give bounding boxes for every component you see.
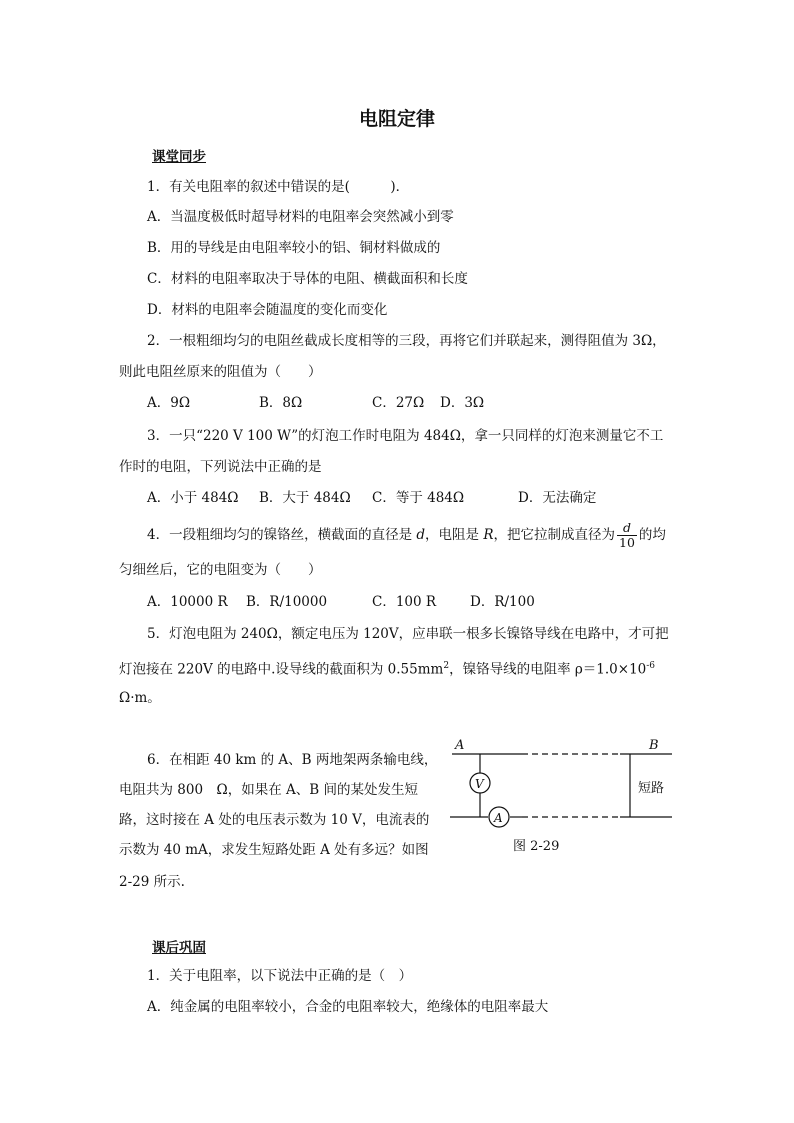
q4-line2: 匀细丝后，它的电阻变为（ ） <box>119 562 322 578</box>
q3-option-b: B．大于 484Ω <box>259 490 351 506</box>
q4-fraction <box>617 521 637 550</box>
q1-option-c: C．材料的电阻率取决于导体的电阻、横截面积和长度 <box>147 271 468 287</box>
q2-option-a: A．9Ω <box>147 395 191 411</box>
q1-option-b: B．用的导线是由电阻率较小的铝、铜材料做成的 <box>147 240 441 256</box>
section-heading-in-class: 课堂同步 <box>152 149 206 165</box>
section-heading-after-class: 课后巩固 <box>152 940 206 956</box>
q4-line1 <box>147 521 666 550</box>
q5-line2-part-a: 灯泡接在 220V 的电路中.设导线的截面积为 0.55mm <box>119 661 444 678</box>
q6-line4: 示数为 40 mA，求发生短路处距 A 处有多远？如图 <box>119 842 429 858</box>
q3-option-d: D．无法确定 <box>518 490 597 506</box>
q4-option-c: C．100 R <box>372 594 437 610</box>
q5-line2-part-b: ，镍铬导线的电阻率 ρ＝1.0×10 <box>449 661 647 678</box>
figure-label-b: B <box>649 738 659 753</box>
q1-stem: 1．有关电阻率的叙述中错误的是( )． <box>147 179 410 195</box>
q6-line2: 电阻共为 800 Ω，如果在 A、B 间的某处发生短 <box>119 782 419 798</box>
q4-line1-part-b: ，电阻是 <box>425 527 484 543</box>
q4-option-a: A．10000 R <box>147 594 228 610</box>
q2-option-c: C．27Ω <box>372 395 425 411</box>
q6-line3: 路，这时接在 A 处的电压表示数为 10 V，电流表的 <box>119 812 430 828</box>
q4-option-d: D．R/100 <box>470 594 535 610</box>
p1-option-a: A．纯金属的电阻率较小，合金的电阻率较大，绝缘体的电阻率最大 <box>147 999 549 1015</box>
q4-var-r: R <box>483 527 494 543</box>
q5-superscript-exponent: -6 <box>646 661 656 671</box>
circuit-figure <box>440 730 690 860</box>
q4-option-b: B．R/10000 <box>246 594 328 610</box>
q5-line3: Ω·m。 <box>119 690 161 706</box>
q2-option-b: B．8Ω <box>259 395 303 411</box>
q2-line1: 2．一根粗细均匀的电阻丝截成长度相等的三段，再将它们并联起来，测得阻值为 3Ω， <box>147 333 666 349</box>
q2-line2: 则此电阻丝原来的阻值为（ ） <box>119 364 322 380</box>
q4-fraction-numerator: d <box>617 521 637 536</box>
figure-caption: 图 2-29 <box>513 839 560 854</box>
short-circuit-label: 短路 <box>638 781 665 796</box>
q4-line1-part-a: 4．一段粗细均匀的镍铬丝，横截面的直径是 <box>147 527 417 543</box>
q4-line1-part-c: ，把它拉制成直径为 <box>493 527 616 543</box>
q3-option-c: C．等于 484Ω <box>372 490 465 506</box>
q5-line2 <box>119 656 655 680</box>
q5-superscript-area: 2 <box>443 661 450 671</box>
q5-line1: 5．灯泡电阻为 240Ω，额定电压为 120V，应串联一根多长镍铬导线在电路中，才可把 <box>147 626 669 642</box>
q4-line1-part-d: 的均 <box>638 527 666 543</box>
voltmeter-label: V <box>475 777 484 791</box>
q3-line2: 作时的电阻，下列说法中正确的是 <box>119 459 322 475</box>
q4-var-d: d <box>416 527 426 543</box>
q3-line1: 3．一只“220 V 100 W”的灯泡工作时电阻为 484Ω，拿一只同样的灯泡来测量它不工 <box>147 428 664 444</box>
q1-option-d: D．材料的电阻率会随温度的变化而变化 <box>147 302 388 318</box>
q6-line1: 6．在相距 40 km 的 A、B 两地架两条输电线， <box>147 752 438 768</box>
q1-option-a: A．当温度极低时超导材料的电阻率会突然减小到零 <box>147 209 454 225</box>
ammeter-label: A <box>494 811 503 825</box>
p1-stem: 1．关于电阻率，以下说法中正确的是（ ） <box>147 968 413 984</box>
q6-line5: 2-29 所示. <box>119 874 185 890</box>
q3-option-a: A．小于 484Ω <box>147 490 239 506</box>
q4-fraction-denominator: 10 <box>619 535 635 550</box>
q2-option-d: D．3Ω <box>440 395 485 411</box>
page-title: 电阻定律 <box>358 108 435 130</box>
figure-label-a: A <box>455 738 465 753</box>
